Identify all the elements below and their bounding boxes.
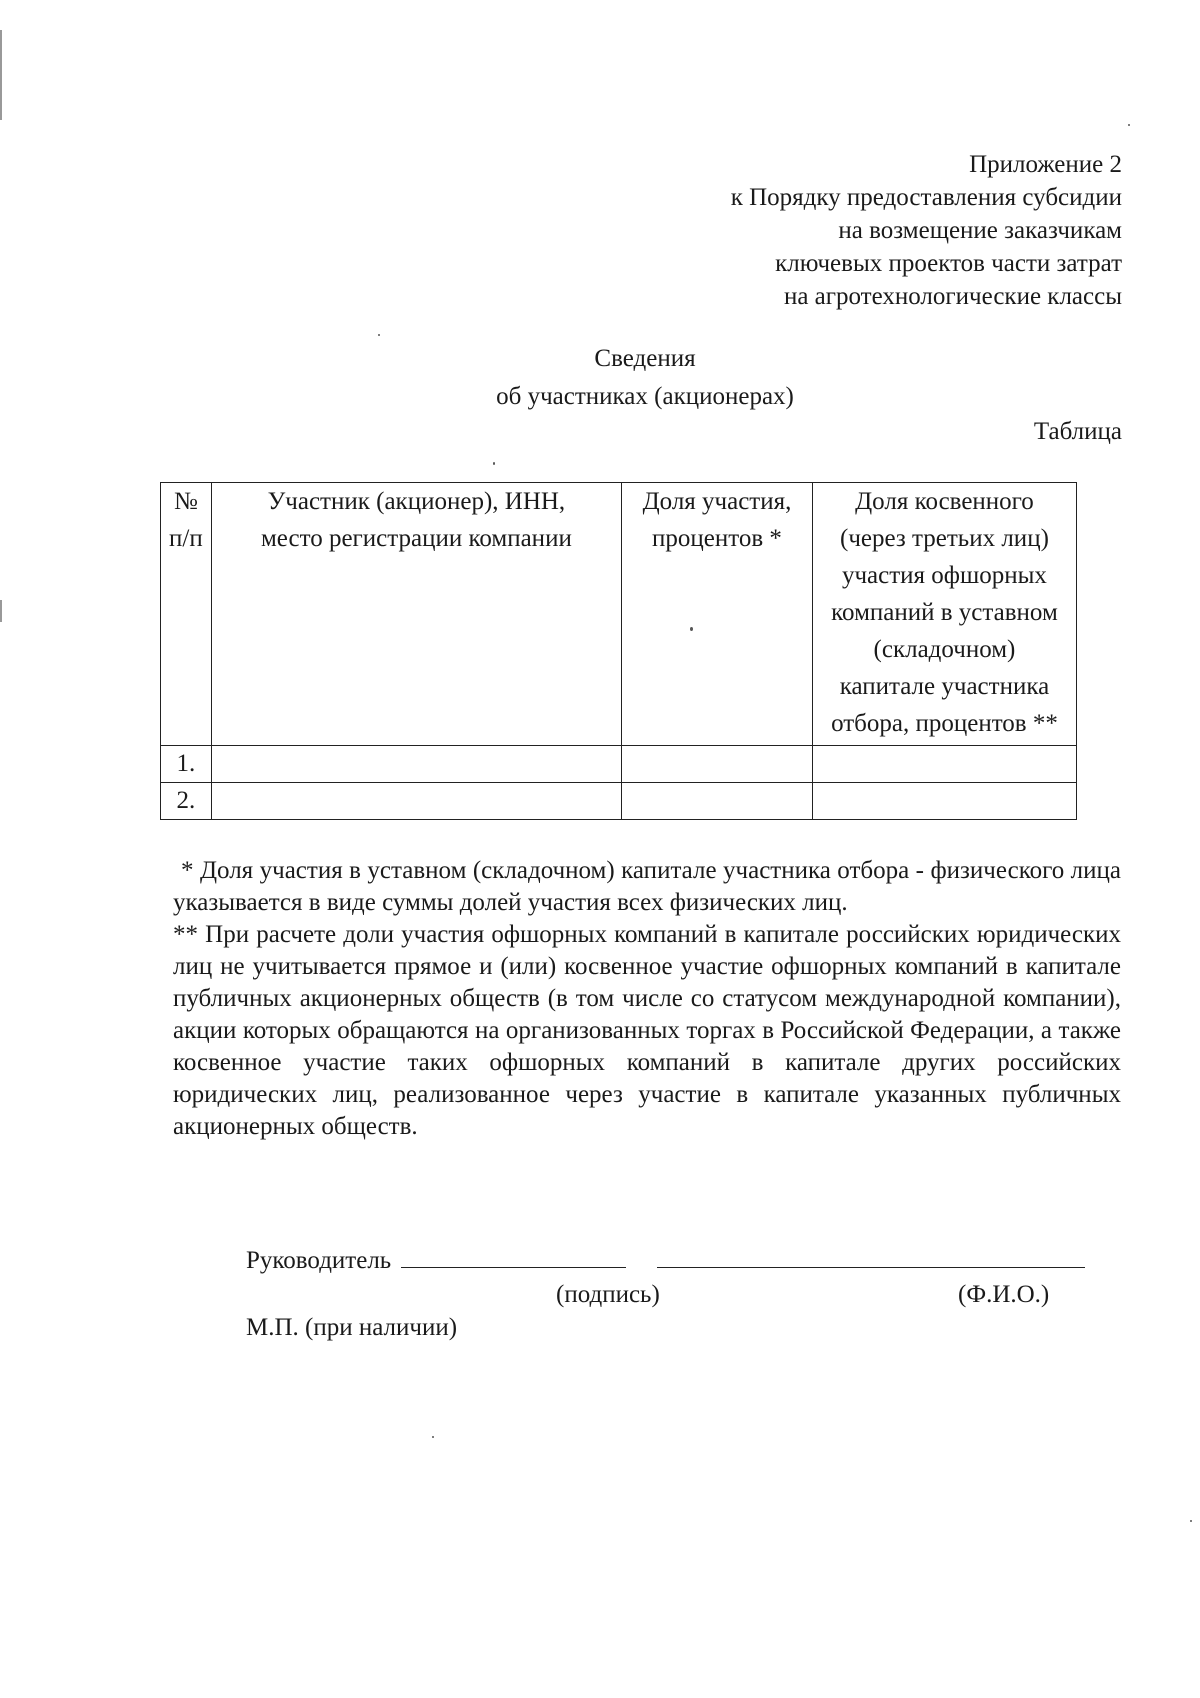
scan-speck	[378, 334, 380, 336]
participant-cell[interactable]	[211, 783, 621, 820]
signature-line[interactable]	[401, 1243, 626, 1268]
scan-speck	[493, 462, 495, 465]
participants-table	[160, 482, 1077, 820]
appendix-line: на возмещение заказчикам	[838, 217, 1122, 244]
appendix-line: на агротехнологические классы	[783, 283, 1122, 310]
share-cell[interactable]	[622, 746, 813, 783]
full-name-caption: (Ф.И.О.)	[958, 1281, 1050, 1308]
table-header-row	[161, 483, 1077, 746]
document-subtitle: об участниках (акционерах)	[496, 383, 794, 410]
participant-cell[interactable]	[211, 746, 621, 783]
scan-speck	[0, 30, 2, 120]
row-number: 1.	[161, 746, 212, 783]
offshore-share-cell[interactable]	[812, 746, 1076, 783]
header-offshore-share: Доля косвенного (через третьих лиц) участия офшорных компаний в уставном (складочном) капитале участника отбора, процентов **	[812, 483, 1076, 746]
signature-caption: (подпись)	[556, 1281, 660, 1308]
appendix-line: ключевых проектов части затрат	[775, 250, 1122, 277]
header-share: Доля участия, процентов *	[622, 483, 813, 746]
table-label: Таблица	[1033, 418, 1122, 445]
footnotes	[173, 855, 1121, 1143]
header-number: № п/п	[161, 483, 212, 746]
appendix-header	[522, 148, 1122, 313]
share-cell[interactable]	[622, 783, 813, 820]
appendix-line: Приложение 2	[969, 151, 1122, 178]
document-title: Сведения	[594, 345, 696, 372]
appendix-line: к Порядку предоставления субсидии	[730, 184, 1122, 211]
scan-speck	[690, 627, 693, 631]
stamp-label: М.П. (при наличии)	[246, 1314, 458, 1341]
scan-speck	[1190, 1520, 1192, 1522]
full-name-line[interactable]	[657, 1243, 1085, 1268]
signature-block	[246, 1243, 1085, 1275]
scan-speck	[0, 600, 2, 622]
header-participant: Участник (акционер), ИНН, место регистрации компании	[211, 483, 621, 746]
manager-label: Руководитель	[246, 1247, 392, 1274]
table-row	[161, 783, 1077, 820]
table-row	[161, 746, 1077, 783]
scan-speck	[432, 1436, 434, 1438]
offshore-share-cell[interactable]	[812, 783, 1076, 820]
scan-speck	[1128, 124, 1130, 126]
footnote-1: * Доля участия в уставном (складочном) капитале участника отбора - физического лица указывается в виде суммы долей участия всех физических лиц.	[173, 857, 1121, 916]
footnote-2: ** При расчете доли участия офшорных компаний в капитале российских юридических лиц не учитывается прямое и (или) косвенное участие офшорных компаний в капитале публичных акционерных обществ (в том числе со статусом международной компании), акции которых обращаются на организованных торгах в Российской Федерации, а также косвенное участие таких офшорных компаний в капитале других российских юридических лиц, реализованное через участие в капитале указанных публичных акционерных обществ.	[173, 921, 1121, 1140]
row-number: 2.	[161, 783, 212, 820]
